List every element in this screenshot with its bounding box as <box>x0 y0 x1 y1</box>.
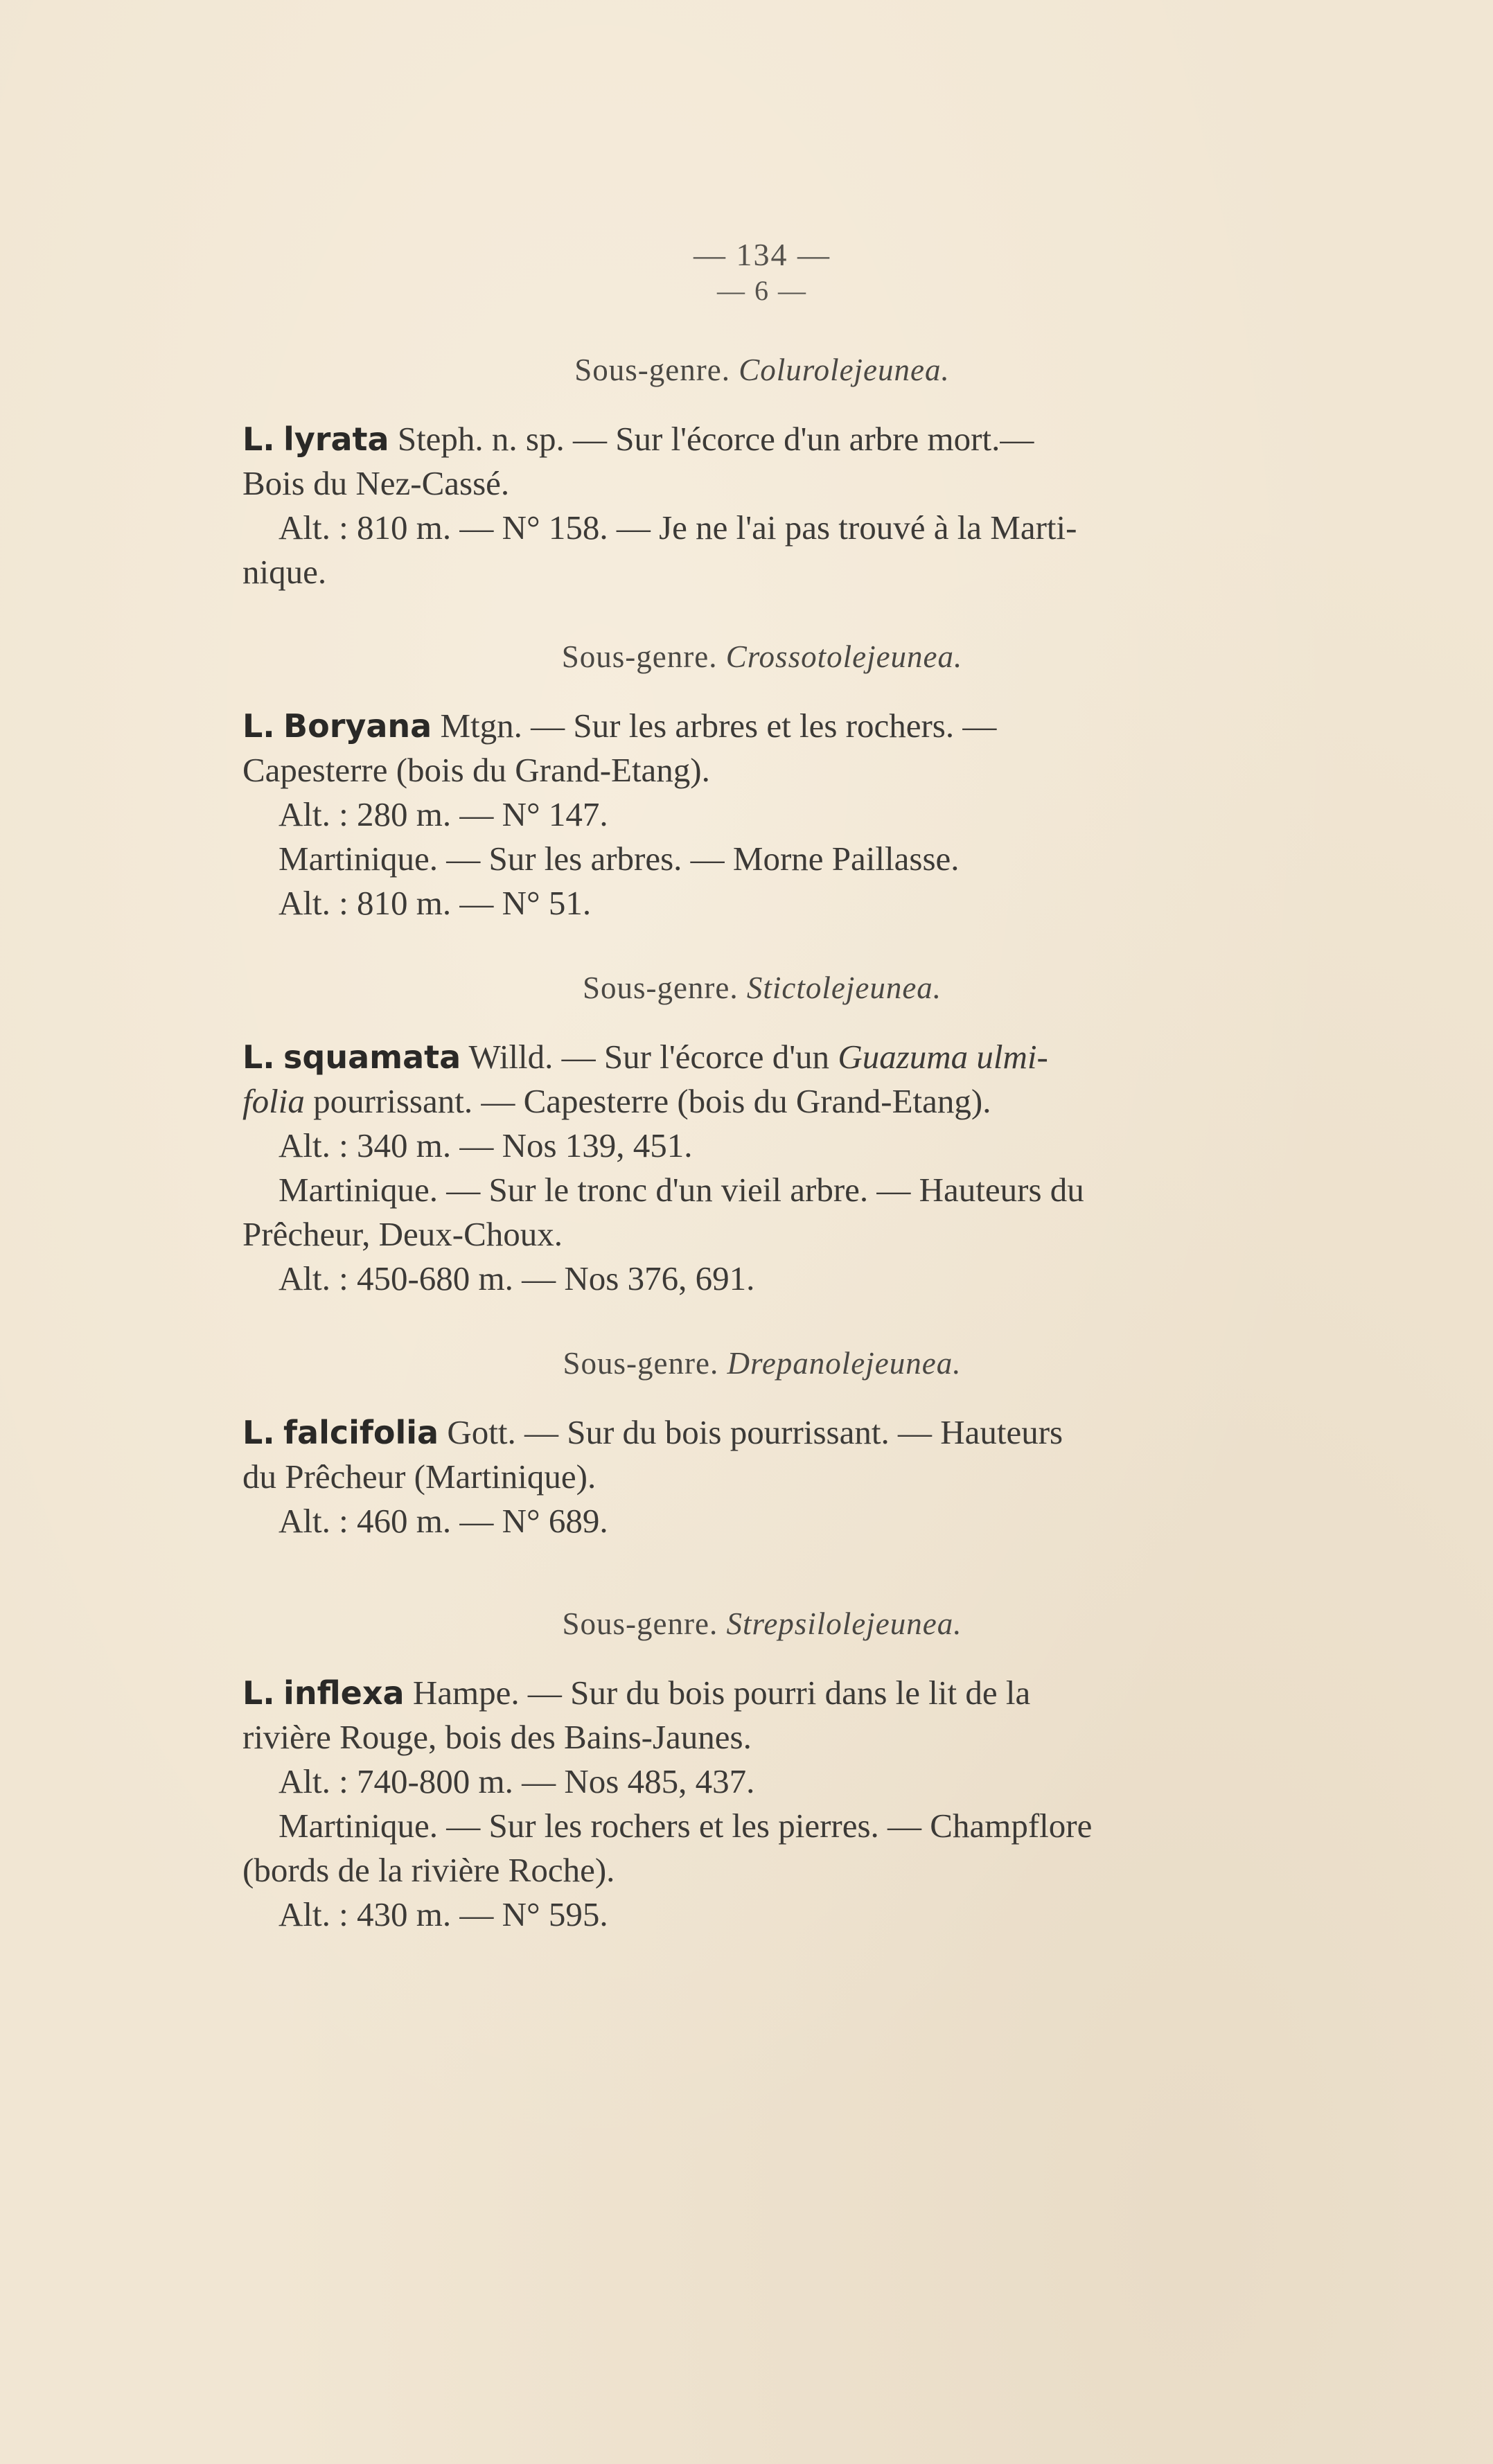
species-name: falcifolia <box>283 1414 439 1451</box>
entry-line: Prêcheur, Deux-Choux. <box>242 1215 563 1253</box>
entry-line: Bois du Nez-Cassé. <box>242 464 510 502</box>
entry-line <box>242 704 1282 748</box>
entry-line: Martinique. — Sur les arbres. — Morne Paillasse. <box>279 840 960 878</box>
entry-line <box>242 1410 1282 1455</box>
genus-abbrev: L. <box>242 1674 275 1712</box>
subgenus-label: Sous-genre. <box>574 353 730 387</box>
subgenus-label: Sous-genre. <box>562 1606 718 1641</box>
entry-line: Alt. : 460 m. — N° 689. <box>279 1502 608 1540</box>
genus-abbrev: L. <box>242 420 275 458</box>
subgenus-name: Drepanolejeunea. <box>727 1346 962 1381</box>
entry-line: Alt. : 280 m. — N° 147. <box>279 795 608 833</box>
entry-line <box>242 1671 1282 1715</box>
page-number: — 134 — <box>694 237 831 272</box>
genus-abbrev: L. <box>242 1038 275 1076</box>
subgenus-name: Strepsilolejeunea. <box>726 1606 962 1641</box>
entry-text: Hampe. — Sur du bois pourri dans le lit de la <box>412 1674 1031 1712</box>
subgenus-heading-colurolejeunea <box>242 348 1282 392</box>
entry-line: Alt. : 450-680 m. — Nos 376, 691. <box>279 1259 755 1297</box>
species-name: squamata <box>283 1038 461 1076</box>
subgenus-label: Sous-genre. <box>582 970 739 1005</box>
subgenus-heading-drepanolejeunea <box>242 1341 1282 1385</box>
entry-line: Martinique. — Sur les rochers et les pierres. — Champflore <box>279 1807 1093 1845</box>
species-name: inflexa <box>283 1674 405 1712</box>
species-entry-lyrata <box>242 417 1282 594</box>
subgenus-name: Stictolejeunea. <box>746 970 942 1005</box>
entry-line: du Prêcheur (Martinique). <box>242 1457 597 1496</box>
entry-line: Capesterre (bois du Grand-Etang). <box>242 751 710 789</box>
subgenus-heading-crossotolejeunea <box>242 635 1282 679</box>
entry-text: pourrissant. — Capesterre (bois du Grand-Etang). <box>313 1082 991 1120</box>
entry-line <box>242 417 1282 461</box>
entry-line: Alt. : 740-800 m. — Nos 485, 437. <box>279 1762 755 1800</box>
entry-line: Alt. : 810 m. — N° 51. <box>279 884 592 922</box>
genus-abbrev: L. <box>242 707 275 745</box>
entry-text: Steph. n. sp. — Sur l'écorce d'un arbre mort.— <box>397 420 1034 458</box>
subgenus-label: Sous-genre. <box>563 1346 719 1381</box>
entry-text: Willd. — Sur l'écorce d'un <box>468 1038 830 1076</box>
entry-line: nique. <box>242 553 327 591</box>
species-name: lyrata <box>283 420 389 458</box>
host-plant-name: folia <box>242 1082 305 1120</box>
entry-text: Mtgn. — Sur les arbres et les rochers. — <box>440 707 997 745</box>
entry-line: (bords de la rivière Roche). <box>242 1851 615 1889</box>
entry-line <box>242 1035 1282 1079</box>
host-plant-name: Guazuma ulmi- <box>838 1038 1048 1076</box>
text-block <box>242 236 1282 1937</box>
entry-line <box>242 1079 1282 1124</box>
entry-line: Alt. : 810 m. — N° 158. — Je ne l'ai pas trouvé à la Marti- <box>279 508 1077 547</box>
genus-abbrev: L. <box>242 1414 275 1451</box>
subgenus-name: Crossotolejeunea. <box>725 639 963 674</box>
subgenus-heading-strepsilolejeunea <box>242 1602 1282 1646</box>
entry-line: rivière Rouge, bois des Bains-Jaunes. <box>242 1718 752 1756</box>
species-entry-boryana <box>242 704 1282 925</box>
species-entry-inflexa <box>242 1671 1282 1937</box>
subgenus-heading-stictolejeunea <box>242 966 1282 1010</box>
subgenus-name: Colurolejeunea. <box>739 353 950 387</box>
subgenus-label: Sous-genre. <box>561 639 718 674</box>
species-entry-falcifolia <box>242 1410 1282 1543</box>
species-name: Boryana <box>283 707 432 745</box>
entry-line: Alt. : 430 m. — N° 595. <box>279 1895 608 1933</box>
entry-line: Alt. : 340 m. — Nos 139, 451. <box>279 1126 693 1164</box>
entry-line: Martinique. — Sur le tronc d'un vieil arbre. — Hauteurs du <box>279 1171 1084 1209</box>
entry-text: Gott. — Sur du bois pourrissant. — Hauteurs <box>447 1413 1063 1451</box>
species-entry-squamata <box>242 1035 1282 1301</box>
sheet-number: — 6 — <box>717 275 807 306</box>
